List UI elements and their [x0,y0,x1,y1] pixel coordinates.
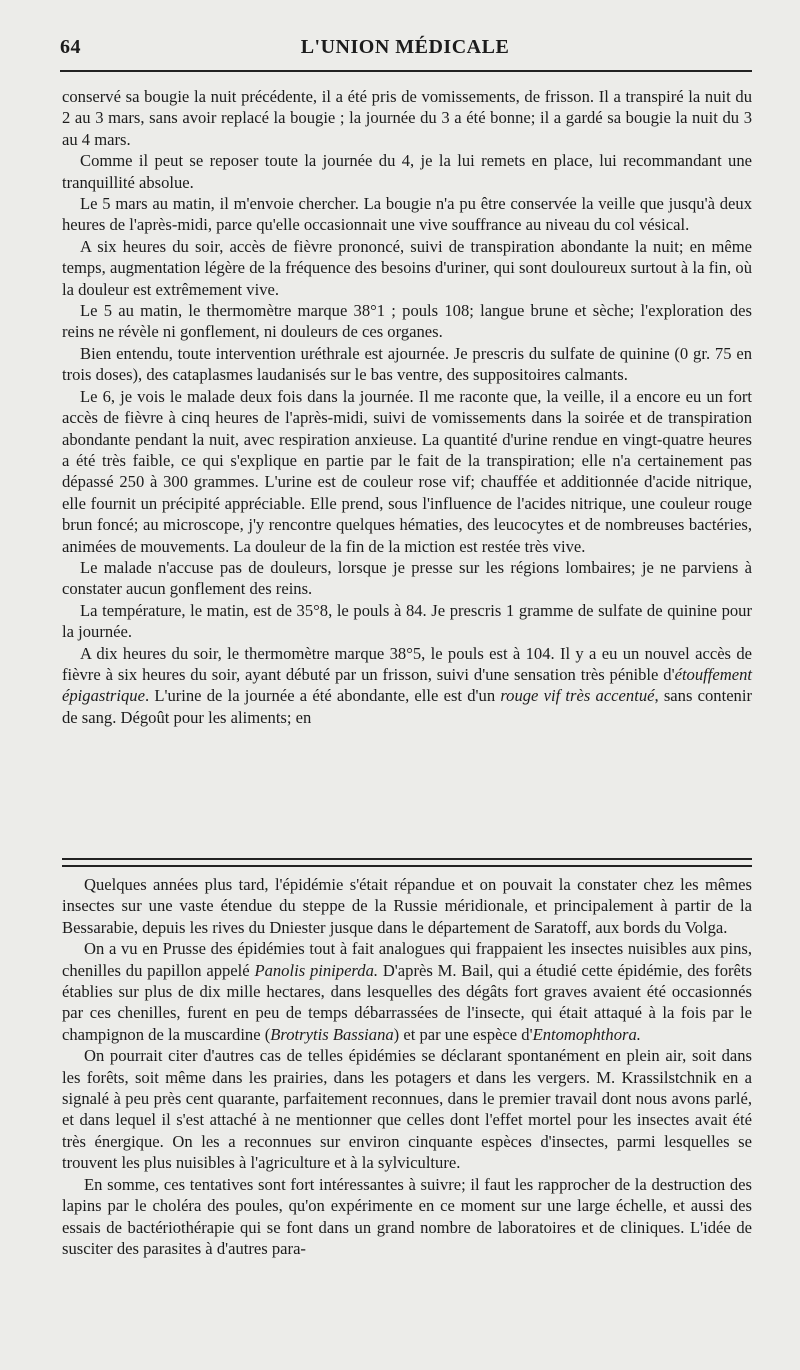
footnote-paragraph [62,938,752,1045]
italic-term: étouffement épigastrique [62,664,752,706]
header-rule [60,70,752,72]
paragraph: conservé sa bougie la nuit précédente, il a été pris de vomissements, de frisson. Il a transpiré la nuit du 2 au 3 mars, sans avoir replacé la bougie ; la journée du 3 a été bonne; il a gardé sa bougie la nuit du 3 au 4 mars. [62,87,752,149]
paragraph-text: ) et par une espèce d' [393,1024,533,1044]
paragraph: A six heures du soir, accès de fièvre prononcé, suivi de transpiration abondante la nuit; en même temps, augmentation légère de la fréquence des besoins d'uriner, qui sont douloureux surtout à la fin, où la douleur est extrêmement vive. [62,236,752,299]
footnote-paragraph: En somme, ces tentatives sont fort intéressantes à suivre; il faut les rapprocher de la destruction des lapins par le choléra des poules, qu'on expérimente en ce moment sur une large échelle, et aussi des essais de bactériothérapie qui se font dans un grand nombre de laboratoires et de cliniques. L'idée de susciter des parasites à d'autres para- [62,1174,752,1258]
species-name: Panolis piniperda. [254,960,379,980]
page-number: 64 [60,36,81,58]
paragraph: Le malade n'accuse pas de douleurs, lorsque je presse sur les régions lombaires; je ne parviens à constater aucun gonflement des reins. [62,557,752,599]
paragraph: La température, le matin, est de 35°8, le pouls à 84. Je prescris 1 gramme de sulfate de quinine pour la journée. [62,600,752,642]
paragraph: Le 5 mars au matin, il m'envoie chercher. La bougie n'a pu être conservée la veille que jusqu'à deux heures de l'après-midi, parce qu'elle occasionnait une vive souffrance au niveau du col vésical. [62,194,752,235]
footnote-paragraph: On pourrait citer d'autres cas de telles épidémies se déclarant spontanément en plein air, soit dans les forêts, soit même dans les prairies, dans les potagers et dans les vergers. M. Krassilstchnik en a signalé à peu près cent quarante, parfaitement reconnues, dans le premier travail dont nous avons parlé, et dans lequel il s'est attaché à ne mentionner que celles dont l'effet mortel pour les insectes avait été très énergique. On les a reconnues sur environ cinquante espèces d'insectes, parmi lesquelles se trouvent les plus nuisibles à l'agriculture et à la sylviculture. [62,1046,752,1173]
paragraph-text: . L'urine de la journée a été abondante, elle est d'un [144,686,501,706]
journal-title: L'UNION MÉDICALE [300,36,510,58]
paragraph: Bien entendu, toute intervention uréthrale est ajournée. Je prescris du sulfate de quinine (0 gr. 75 en trois doses), des cataplasmes laudanisés sur le bas ventre, des suppositoires calmants. [62,343,752,385]
footnote-separator [62,858,752,867]
paragraph-text: On a vu en Prusse des épidémies tout à fait analogues qui frappaient les insectes nuisibles aux pins, chenilles du papillon appelé [62,939,752,980]
footnote-text [62,874,752,1259]
species-name: Entomophthora. [532,1024,641,1044]
paragraph-text: , sans contenir de sang. Dégoût pour les aliments; en [62,686,752,727]
paragraph-text: A dix heures du soir, le thermomètre marque 38°5, le pouls est à 104. Il y a eu un nouvel accès de fièvre à six heures du soir, ayant débuté par un frisson, suivi d'une sensation très pénible d' [62,643,752,684]
paragraph [62,643,752,729]
footnote-paragraph: Quelques années plus tard, l'épidémie s'était répandue et on pouvait la constater chez les mêmes insectes sur une vaste étendue du steppe de la Russie méridionale, et principalement à partir de la Bessarabie, depuis les rives du Dniester jusque dans le département de Saratoff, aux bords du Volga. [62,875,752,937]
paragraph: Le 6, je vois le malade deux fois dans la journée. Il me raconte que, la veille, il a encore eu un fort accès de fièvre à cinq heures de l'après-midi, suivi de vomissements dans la soirée et de transpiration abondante pendant la nuit, avec respiration anxieuse. La quantité d'urine rendue en vingt-quatre heures a été très faible, ce qui s'explique en partie par le fait de la transpiration; elle n'a certainement pas dépassé 250 à 300 grammes. L'urine est de couleur rose vif; chauffée et additionnée d'acide nitrique, elle fournit un précipité appréciable. Elle prend, sous l'influence de l'acides nitrique, une couleur rouge brun foncé; au microscope, j'y rencontre quelques hématies, des leucocytes et de nombreuses bactéries, animées de mouvements. La douleur de la fin de la miction est restée très vive. [62,386,752,556]
italic-term: rouge vif très accentué [500,686,655,706]
species-name: Brotrytis Bassiana [270,1024,394,1044]
main-text [62,86,752,728]
paragraph-text: D'après M. Bail, qui a étudié cette épidémie, des forêts établies sur plus de dix mille hectares, dans lesquelles des dégâts fort graves avaient été occasionnés par ces chenilles, furent en peu de temps débarrassées de l'insecte, qui était attaqué à la fois par le champignon de la muscardine ( [62,960,752,1044]
running-header [60,36,750,68]
paragraph: Le 5 au matin, le thermomètre marque 38°1 ; pouls 108; langue brune et sèche; l'exploration des reins ne révèle ni gonflement, ni douleurs de ces organes. [62,301,752,342]
paragraph: Comme il peut se reposer toute la journée du 4, je la lui remets en place, lui recommandant une tranquillité absolue. [62,151,752,192]
